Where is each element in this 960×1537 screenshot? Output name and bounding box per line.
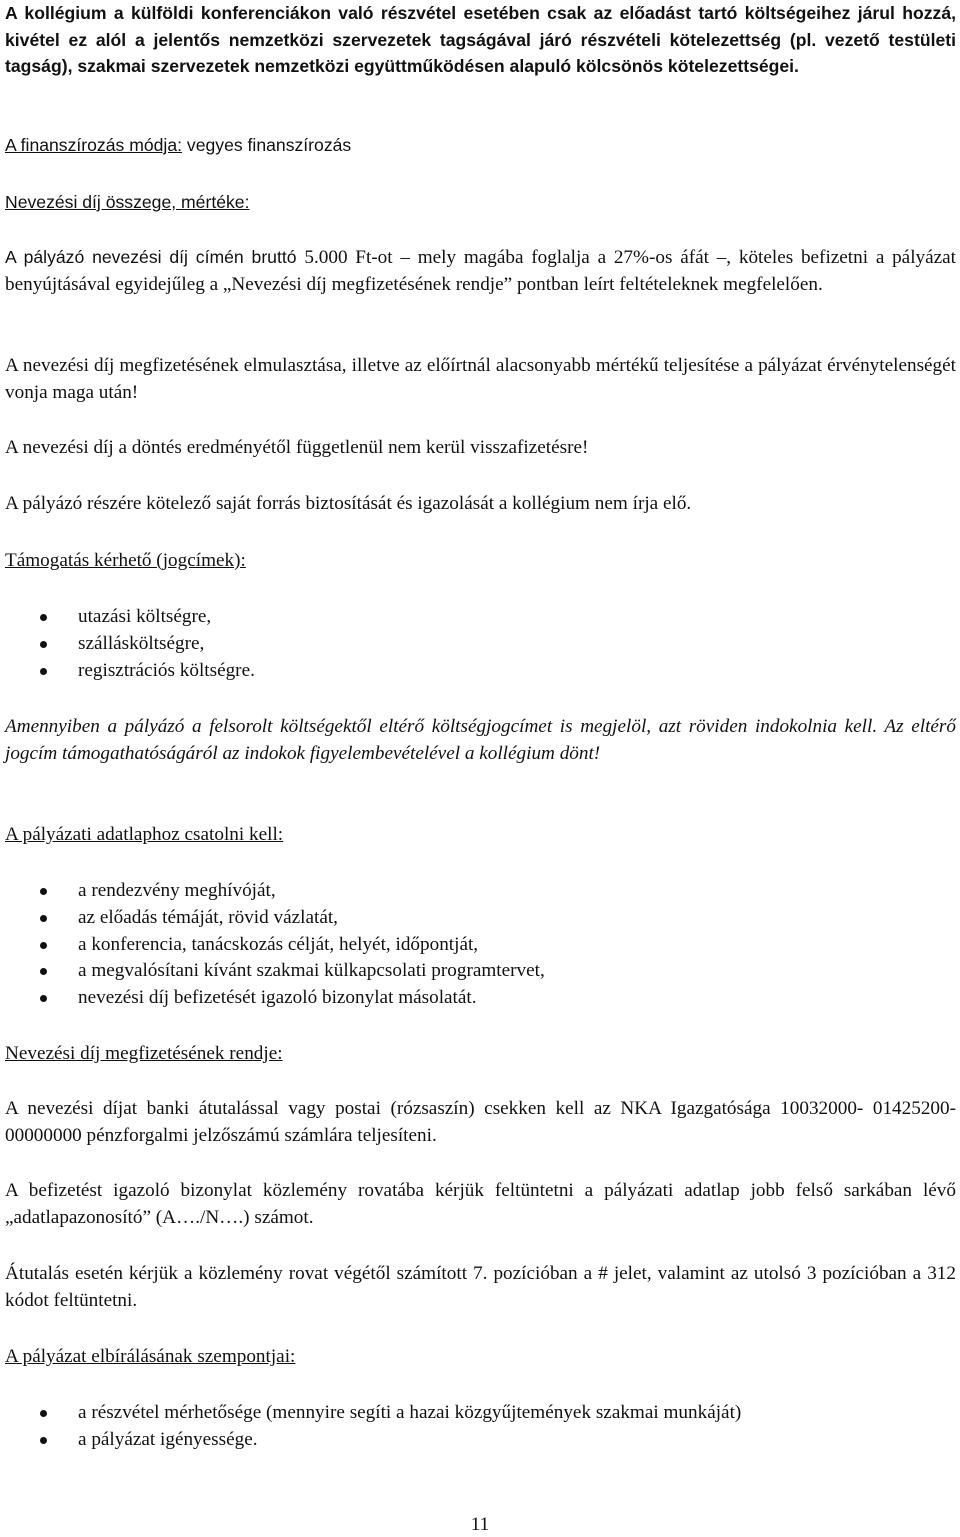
list-item: a részvétel mérhetősége (mennyire segíti a hazai közgyűjtemények szakmai munkáját) bbox=[0, 1400, 741, 1427]
intro-paragraph: A kollégium a külföldi konferenciákon való részvétel esetében csak az előadást tartó költségeihez járul hozzá, kivétel ez alól a jelentős nemzetközi szervezetek tagságával járó részvételi kötelezettség (pl. vezető testületi tagság), szakmai szervezetek nemzetközi együttműködésen alapuló kölcsönös kötelezettségei. bbox=[5, 3, 956, 77]
financing-line bbox=[5, 132, 956, 160]
financing-value: vegyes finanszírozás bbox=[182, 135, 352, 155]
financing-label: A finanszírozás módja: bbox=[5, 135, 183, 155]
bullet-icon bbox=[40, 1410, 47, 1417]
fee-no-refund-paragraph: A nevezési díj a döntés eredményétől függetlenül nem kerül visszafizetésre! bbox=[5, 437, 589, 458]
own-resources-paragraph: A pályázó részére kötelező saját forrás biztosítását és igazolását a kollégium nem írja elő. bbox=[5, 493, 692, 514]
attachments-list bbox=[0, 878, 545, 1012]
bullet-icon bbox=[40, 668, 47, 675]
bullet-icon bbox=[40, 614, 47, 621]
payment-heading: Nevezési díj megfizetésének rendje: bbox=[5, 1043, 283, 1064]
bullet-icon bbox=[40, 1437, 47, 1444]
list-item: nevezési díj befizetését igazoló bizonylat másolatát. bbox=[0, 985, 545, 1012]
criteria-list bbox=[0, 1400, 741, 1454]
attachments-heading: A pályázati adatlaphoz csatolni kell: bbox=[5, 824, 284, 845]
page-number: 11 bbox=[470, 1514, 490, 1535]
fee-heading: Nevezési díj összege, mértéke: bbox=[5, 192, 250, 212]
bullet-icon bbox=[40, 888, 47, 895]
fee-paragraph-lead: A pályázó nevezési díj címén bruttó bbox=[5, 247, 305, 267]
payment-paragraph-2: A befizetést igazoló bizonylat közlemény rovatába kérjük feltüntetni a pályázati adatlap jobb felső sarkában lévő „adatlapazonosító” (A…./N….) számot. bbox=[5, 1180, 956, 1228]
bullet-icon bbox=[40, 968, 47, 975]
list-item: utazási költségre, bbox=[0, 604, 255, 631]
fee-paragraph bbox=[5, 244, 956, 298]
support-heading: Támogatás kérhető (jogcímek): bbox=[5, 550, 246, 571]
list-item: a pályázat igényessége. bbox=[0, 1427, 741, 1454]
payment-paragraph-3: Átutalás esetén kérjük a közlemény rovat végétől számított 7. pozícióban a # jelet, valamint az utolsó 3 pozícióban a 312 kódot feltüntetni. bbox=[5, 1263, 956, 1311]
payment-paragraph-1: A nevezési díjat banki átutalással vagy postai (rózsaszín) csekken kell az NKA Igazgatósága 10032000- 01425200-00000000 pénzforgalmi jelzőszámú számlára teljesíteni. bbox=[5, 1098, 956, 1146]
support-list bbox=[0, 604, 255, 684]
support-note: Amennyiben a pályázó a felsorolt költségektől eltérő költségjogcímet is megjelöl, azt röviden indokolnia kell. Az eltérő jogcím támogathatóságáról az indokok figyelembevételével a kollégium dönt! bbox=[5, 716, 956, 764]
fee-omission-paragraph: A nevezési díj megfizetésének elmulasztása, illetve az előírtnál alacsonyabb mértékű teljesítése a pályázat érvénytelenségét vonja maga után! bbox=[5, 355, 956, 403]
bullet-icon bbox=[40, 942, 47, 949]
bullet-icon bbox=[40, 995, 47, 1002]
bullet-icon bbox=[40, 915, 47, 922]
bullet-icon bbox=[40, 641, 47, 648]
list-item: regisztrációs költségre. bbox=[0, 658, 255, 685]
list-item: szállásköltségre, bbox=[0, 631, 255, 658]
list-item: a konferencia, tanácskozás célját, helyét, időpontját, bbox=[0, 932, 545, 959]
criteria-heading: A pályázat elbírálásának szempontjai: bbox=[5, 1346, 296, 1367]
fee-paragraph-body: 5.000 Ft-ot – mely magába foglalja a 27%-os áfát –, köteles befizetni a pályázat benyújtásával egyidejűleg a „Nevezési díj megfizetésének rendje” pontban leírt feltételeknek megfelelően. bbox=[5, 247, 956, 295]
list-item: a megvalósítani kívánt szakmai külkapcsolati programtervet, bbox=[0, 958, 545, 985]
list-item: az előadás témáját, rövid vázlatát, bbox=[0, 905, 545, 932]
list-item: a rendezvény meghívóját, bbox=[0, 878, 545, 905]
